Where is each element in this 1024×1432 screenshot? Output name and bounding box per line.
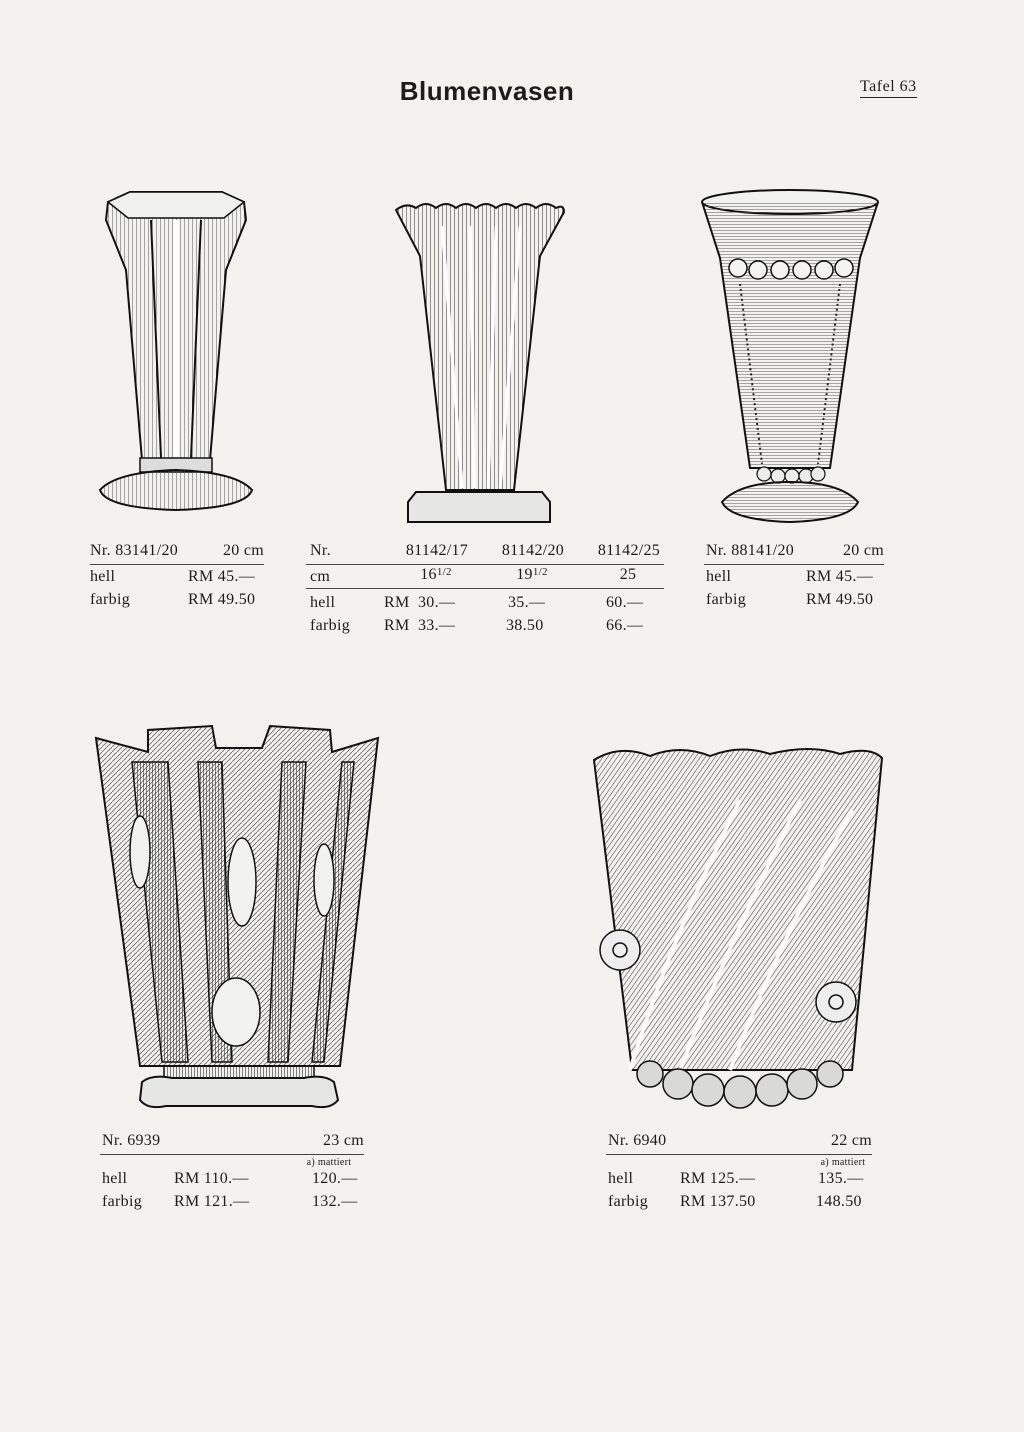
cm-fraction: 1/2 [532,566,548,578]
item-83141-hell-label: hell [90,568,116,585]
item-6940-farbig-label: farbig [608,1193,649,1210]
item-81142-nr-label: Nr. [310,542,331,559]
item-83141-rule [90,564,264,565]
item-81142-variant-20: 81142/20 [501,542,565,559]
item-6940-number: Nr. 6940 [608,1132,667,1149]
item-6940-height: 22 cm [830,1132,872,1149]
cm-whole: 19 [516,566,533,583]
item-6939-hell-alt: 120.— [312,1170,358,1187]
item-88141-rule [704,564,884,565]
item-81142-hell-price-20: 35.— [508,594,546,611]
item-83141-hell-price: RM 45.— [188,568,255,585]
item-88141-farbig-price: RM 49.50 [806,591,874,608]
item-81142-rule-top [306,564,664,565]
item-81142-cm-label: cm [310,568,331,585]
item-88141-hell-label: hell [706,568,732,585]
item-88141-hell-price: RM 45.— [806,568,873,585]
vase-83141-illustration [96,190,256,530]
item-81142-hell-label: hell [310,594,336,611]
item-81142-cm-20 [492,566,572,584]
item-83141-height: 20 cm [222,542,264,559]
item-6939-number: Nr. 6939 [102,1132,161,1149]
page-title: Blumenvasen [399,76,575,106]
item-6939-rule [100,1154,364,1155]
item-6939-farbig-price: RM 121.— [174,1193,250,1210]
item-83141-number: Nr. 83141/20 [90,542,179,559]
item-81142-hell-currency: RM [384,594,410,611]
item-6939-farbig-label: farbig [102,1193,143,1210]
item-6940-hell-label: hell [608,1170,634,1187]
item-6940-farbig-alt: 148.50 [816,1193,862,1210]
item-6939-note: a) mattiert [306,1157,352,1168]
cm-whole: 16 [420,566,437,583]
item-81142-rule-mid [306,588,664,589]
item-88141-farbig-label: farbig [706,591,747,608]
item-81142-variant-25: 81142/25 [597,542,661,559]
item-6940-rule [606,1154,872,1155]
item-6939-hell-label: hell [102,1170,128,1187]
item-81142-farbig-price-17: 33.— [418,617,456,634]
item-81142-cm-25 [588,566,668,584]
item-6940-note: a) mattiert [820,1157,866,1168]
plate-number: Tafel 63 [860,78,917,98]
vase-81142-illustration [390,196,570,536]
vase-6939-illustration [92,722,382,1112]
item-83141-farbig-price: RM 49.50 [188,591,256,608]
item-83141-farbig-label: farbig [90,591,131,608]
item-81142-hell-price-17: 30.— [418,594,456,611]
item-81142-cm-17 [396,566,476,584]
vase-88141-illustration [700,188,880,528]
item-81142-farbig-label: farbig [310,617,351,634]
item-6939-hell-price: RM 110.— [174,1170,249,1187]
vase-6940-illustration [590,740,890,1120]
cm-whole: 25 [619,566,637,583]
item-81142-hell-price-25: 60.— [606,594,644,611]
item-6939-farbig-alt: 132.— [312,1193,358,1210]
item-88141-number: Nr. 88141/20 [706,542,795,559]
item-81142-variant-17: 81142/17 [405,542,469,559]
item-6940-hell-price: RM 125.— [680,1170,756,1187]
item-6940-hell-alt: 135.— [818,1170,864,1187]
item-81142-farbig-price-20: 38.50 [506,617,544,634]
cm-fraction: 1/2 [436,566,452,578]
item-6940-farbig-price: RM 137.50 [680,1193,756,1210]
item-81142-farbig-currency: RM [384,617,410,634]
item-81142-farbig-price-25: 66.— [606,617,644,634]
item-6939-height: 23 cm [322,1132,364,1149]
item-88141-height: 20 cm [842,542,884,559]
